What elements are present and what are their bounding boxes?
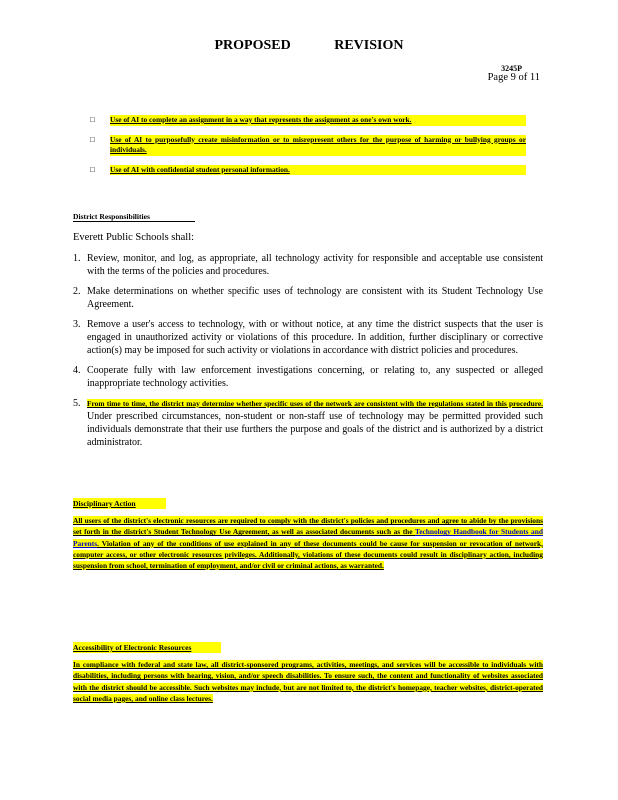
district-responsibilities-intro: Everett Public Schools shall: [73,232,195,243]
list-item [90,115,526,126]
disciplinary-action-heading: Disciplinary Action [73,498,166,509]
square-bullet-icon: □ [90,164,95,174]
bullet-text: Use of AI to complete an assignment in a way that represents the assignment as one's own work. [110,115,526,126]
list-item: 3. Remove a user's access to technology, with or without notice, at any time the district suspects that the user is engaged in unauthorized activity or violations of this procedure. In addition, further disciplinary or corrective action(s) may be imposed for such activity or violations in accordance with district policies and procedures. [73,319,543,356]
bullet-text: Use of AI with confidential student personal information. [110,165,526,176]
title-word-proposed: PROPOSED [214,38,291,53]
item5-text: Under prescribed circumstances, non-student or non-staff use of technology may be permitted provided such individuals demonstrate that their use furthers the purpose and goals of the district and is authorized by a district administrator. [87,411,543,448]
policy-code: 3245P [501,64,522,73]
square-bullet-icon: □ [90,115,95,124]
district-responsibilities-list [73,252,543,456]
page-number: Page 9 of 11 [487,72,540,83]
disciplinary-action-section [73,498,543,571]
list-item: 5. From time to time, the district may determine whether specific uses of the network are consistent with the regulations stated in this procedure. Under prescribed circumstances, non-student or non-staff use of technology may be permitted provided such individuals demonstrate that their use furthers the purpose and goals of the district and is authorized by a district administrator. [73,398,543,448]
technology-handbook-link[interactable]: Technology Handbook for Students and Parents [73,527,543,548]
list-item: 2. Make determinations on whether specific uses of technology are consistent with its Student Technology Use Agreement. [73,286,543,310]
disciplinary-action-text: All users of the district's electronic resources are required to comply with the district's policies and procedures and agree to abide by the provisions set forth in the district's Student Technology Use Agreement, as well as associated documents such as the [73,516,543,537]
disciplinary-action-text-cont: . Violation of any of the conditions of use explained in any of these documents could be cause for suspension or revocation of network, computer access, or other electronic resources privileges. Additionally, violations of these documents could result in disciplinary action, including suspension from school, termination of employment, and/or civil or criminal actions, as warranted. [73,538,543,571]
list-item [90,135,526,156]
list-item [90,165,526,176]
district-responsibilities-heading: District Responsibilities [73,212,195,222]
bullet-text: Use of AI to purposefully create misinformation or to misrepresent others for the purpose of harming or bullying groups or individuals. [110,134,526,154]
square-bullet-icon: □ [90,134,95,144]
ai-prohibited-uses-list [90,115,526,184]
accessibility-heading: Accessibility of Electronic Resources [73,642,221,653]
page-title [0,38,618,54]
item5-highlighted-text: From time to time, the district may determine whether specific uses of the network are consistent with the regulations stated in this procedure. [87,399,543,408]
accessibility-text: In compliance with federal and state law, all district-sponsored programs, activities, meetings, and services will be accessible to individuals with disabilities, including persons with hearing, vision, and/or speech disabilities. To ensure such, the content and functionality of websites associated with the district should be accessible. Such websites may include, but are not limited to, the district's homepage, teacher websites, district-operated social media pages, and online class lectures. [73,660,543,703]
title-word-revision: REVISION [334,38,404,53]
accessibility-section [73,642,543,704]
list-item: 4. Cooperate fully with law enforcement investigations concerning, or relating to, any suspected or alleged inappropriate technology activities. [73,365,543,389]
list-item: 1. Review, monitor, and log, as appropriate, all technology activity for responsible and acceptable use consistent with the terms of the policies and procedures. [73,253,543,277]
